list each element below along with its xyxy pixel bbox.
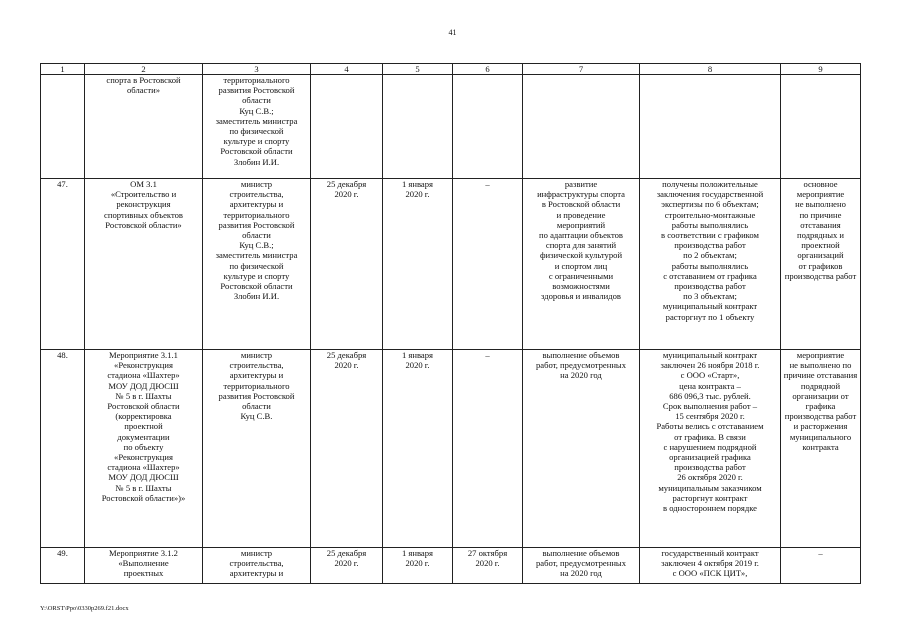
header-cell: 2: [85, 64, 203, 75]
planned-date-cell: 25 декабря 2020 г.: [311, 548, 383, 584]
table-row: [41, 75, 861, 179]
planned-result-cell: выполнение объемов работ, предусмотренных на 2020 год: [523, 548, 640, 584]
header-cell: 5: [383, 64, 453, 75]
start-date-cell: [383, 75, 453, 179]
header-cell: 8: [640, 64, 781, 75]
header-cell: 6: [453, 64, 523, 75]
event-name-cell: Мероприятие 3.1.2 «Выполнение проектных: [85, 548, 203, 584]
row-number-cell: 49.: [41, 548, 85, 584]
reason-cell: –: [781, 548, 861, 584]
responsible-cell: министр строительства, архитектуры и: [203, 548, 311, 584]
planned-date-cell: 25 декабря 2020 г.: [311, 179, 383, 350]
start-date-cell: 1 января 2020 г.: [383, 179, 453, 350]
header-cell: 4: [311, 64, 383, 75]
footer-file-path: Y:\ORST\Ppo\0330p269.f21.docx: [40, 605, 129, 612]
event-name-cell: Мероприятие 3.1.1 «Реконструкция стадиона «Шахтер» МОУ ДОД ДЮСШ № 5 в г. Шахты Ростовской области (корректировка проектной документации по объекту «Реконструкция стадиона «Шахтер» МОУ ДОД ДЮСШ № 5 в г. Шахты Ростовской области»)»: [85, 350, 203, 548]
actual-result-cell: [640, 75, 781, 179]
actual-result-cell: муниципальный контракт заключен 26 ноября 2018 г. с ООО «Старт», цена контракта – 686 096,3 тыс. рублей. Срок выполнения работ – 15 сентября 2020 г. Работы велись с отставанием от графика. В связи с нарушением подрядной организацией графика производства работ 26 октября 2020 г. муниципальным заказчиком расторгнут контракт в одностороннем порядке: [640, 350, 781, 548]
table-row: [41, 179, 861, 350]
planned-result-cell: [523, 75, 640, 179]
header-cell: 1: [41, 64, 85, 75]
table-row: [41, 548, 861, 584]
header-cell: 9: [781, 64, 861, 75]
responsible-cell: территориального развития Ростовской области Куц С.В.; заместитель министра по физической культуре и спорту Ростовской области Злобин И.И.: [203, 75, 311, 179]
actual-result-cell: получены положительные заключения государственной экспертизы по 6 объектам; строительно-монтажные работы выполнялись в соответствии с графиком производства работ по 2 объектам; работы выполнялись с отставанием от графика производства работ по 3 объектам; муниципальный контракт расторгнут по 1 объекту: [640, 179, 781, 350]
responsible-cell: министр строительства, архитектуры и территориального развития Ростовской области Куц С.В.; заместитель министра по физической культуре и спорту Ростовской области Злобин И.И.: [203, 179, 311, 350]
end-date-cell: [453, 75, 523, 179]
row-number-cell: 48.: [41, 350, 85, 548]
reason-cell: мероприятие не выполнено по причине отставания подрядной организации от графика производства работ и расторжения муниципального контракта: [781, 350, 861, 548]
reason-cell: [781, 75, 861, 179]
end-date-cell: –: [453, 179, 523, 350]
header-cell: 7: [523, 64, 640, 75]
end-date-cell: 27 октября 2020 г.: [453, 548, 523, 584]
planned-result-cell: выполнение объемов работ, предусмотренных на 2020 год: [523, 350, 640, 548]
row-number-cell: 47.: [41, 179, 85, 350]
planned-result-cell: развитие инфраструктуры спорта в Ростовской области и проведение мероприятий по адаптации объектов спорта для занятий физической культурой и спортом лиц с ограниченными возможностями здоровья и инвалидов: [523, 179, 640, 350]
actual-result-cell: государственный контракт заключен 4 октября 2019 г. с ООО «ПСК ЦИТ»,: [640, 548, 781, 584]
event-name-cell: спорта в Ростовской области»: [85, 75, 203, 179]
report-table: [40, 63, 861, 584]
event-name-cell: ОМ 3.1 «Строительство и реконструкция спортивных объектов Ростовской области»: [85, 179, 203, 350]
header-row: [41, 64, 861, 75]
page-number: 41: [448, 28, 457, 37]
start-date-cell: 1 января 2020 г.: [383, 350, 453, 548]
reason-cell: основное мероприятие не выполнено по причине отставания подрядных и проектной организаций от графиков производства работ: [781, 179, 861, 350]
planned-date-cell: [311, 75, 383, 179]
header-cell: 3: [203, 64, 311, 75]
planned-date-cell: 25 декабря 2020 г.: [311, 350, 383, 548]
end-date-cell: –: [453, 350, 523, 548]
start-date-cell: 1 января 2020 г.: [383, 548, 453, 584]
responsible-cell: министр строительства, архитектуры и территориального развития Ростовской области Куц С.В.: [203, 350, 311, 548]
row-number-cell: [41, 75, 85, 179]
table-row: [41, 350, 861, 548]
